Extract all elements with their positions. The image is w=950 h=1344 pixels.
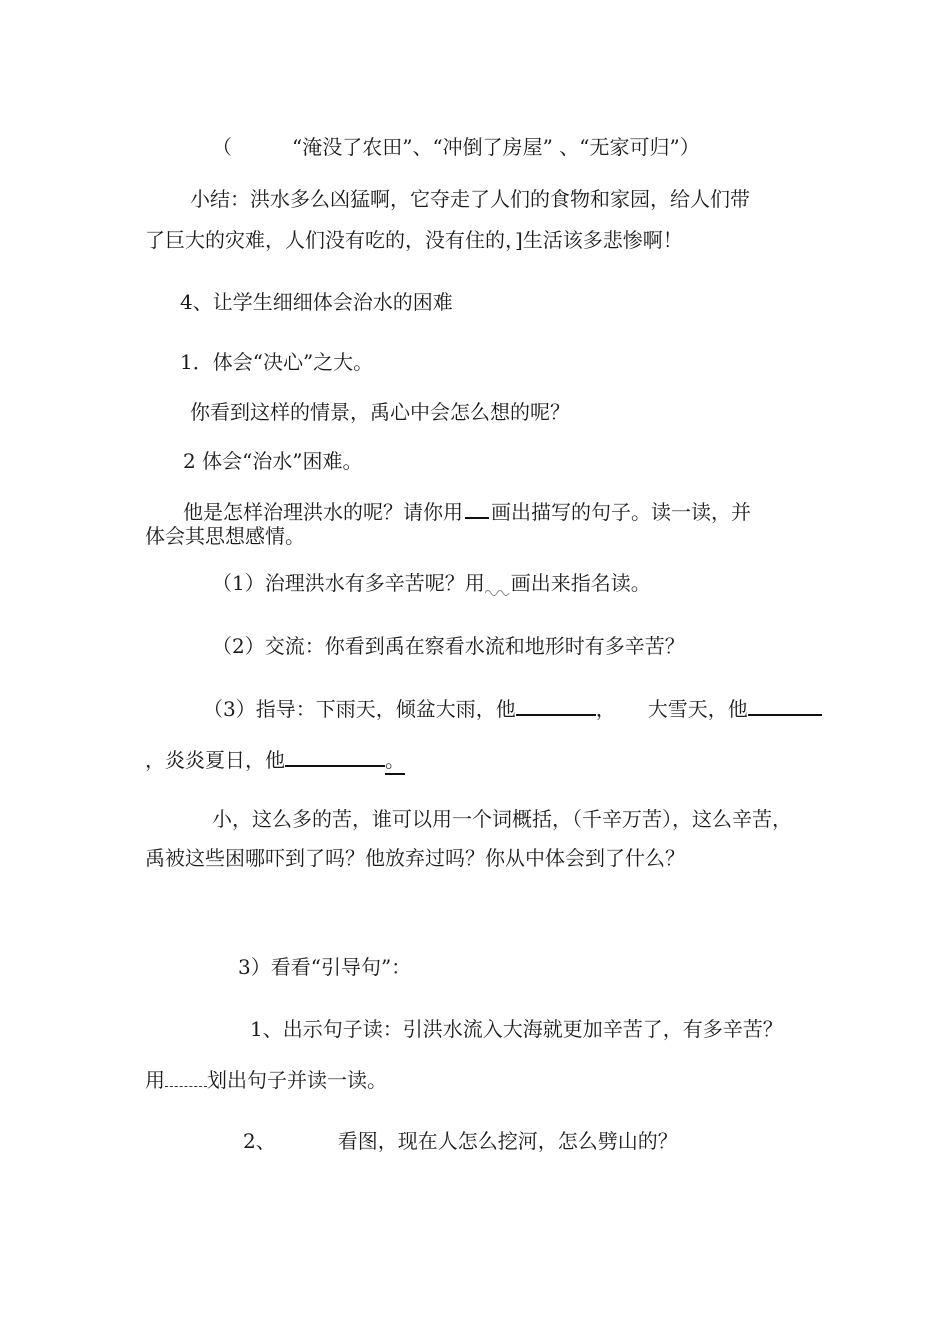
instruction-text-b: 画出描写的句子。读一读，并 — [491, 500, 751, 524]
underline-mark — [465, 497, 489, 519]
dashed-underline-mark — [165, 1066, 207, 1087]
guide-step-2-number: 2、 — [243, 1129, 276, 1153]
instruction-line-2: 体会其思想感情。 — [145, 524, 305, 548]
section-guide-heading: 3）看看“引导句”： — [238, 955, 412, 979]
step-3-text-a: （3）指导：下雨天，倾盆大雨，他 — [203, 697, 516, 721]
step-3-line-2 — [145, 745, 405, 775]
section-heading-4: 4、让学生细细体会治水的困难 — [180, 290, 453, 314]
step-1-line — [212, 570, 651, 596]
paren-open: （ — [212, 135, 232, 159]
step-3-text-d: ，炎炎夏日，他 — [145, 748, 285, 772]
step-3-line — [203, 694, 822, 722]
item-2-heading: 2 体会“治水”困难。 — [183, 449, 363, 473]
step-3-text-b: ， — [595, 697, 616, 721]
phrases-text: “淹没了农田”、“冲倒了房屋” 、“无家可归”） — [292, 135, 700, 159]
guide-step-1-line-1: 1、出示句子读：引洪水流入大海就更加辛苦了，有多辛苦？ — [250, 1017, 783, 1041]
guide-step-1-text-a: 用 — [145, 1068, 165, 1092]
summary-para-line-1: 小，这么多的苦，谁可以用一个词概括，（千辛万苦），这么辛苦， — [212, 807, 792, 831]
instruction-line-1 — [183, 497, 751, 525]
summary-line-1: 小结：洪水多么凶猛啊，它夺走了人们的食物和家园，给人们带 — [190, 187, 750, 211]
step-2-line: （2）交流：你看到禹在察看水流和地形时有多辛苦？ — [212, 634, 685, 658]
guide-step-1-line-2 — [145, 1066, 387, 1093]
wavy-underline-mark — [485, 570, 511, 590]
step-3-text-c: 大雪天，他 — [647, 697, 748, 721]
summary-para-line-2: 禹被这些困哪吓到了吗？他放弃过吗？你从中体会到了什么？ — [145, 846, 685, 870]
step-1-text-a: （1）治理洪水有多辛苦呢？用 — [212, 571, 485, 595]
fill-blank-1 — [516, 694, 596, 716]
item-1-heading: 1．体会“决心”之大。 — [180, 350, 374, 374]
instruction-text-a: 他是怎样治理洪水的呢？请你用 — [183, 500, 463, 524]
fill-blank-2 — [748, 694, 822, 716]
question-line: 你看到这样的情景，禹心中会怎么想的呢？ — [190, 400, 570, 424]
line-phrases — [212, 134, 700, 160]
fill-blank-3 — [285, 745, 385, 767]
summary-line-2: 了巨大的灾难，人们没有吃的，没有住的，]生活该多悲惨啊！ — [145, 228, 683, 252]
step-1-text-b: 画出来指名读。 — [510, 571, 651, 595]
step-3-end-mark: 。 — [385, 747, 405, 775]
guide-step-2-text: 看图，现在人怎么挖河，怎么劈山的？ — [337, 1129, 678, 1153]
guide-step-2-line — [243, 1128, 678, 1154]
guide-step-1-text-b: 划出句子并读一读。 — [207, 1068, 387, 1092]
